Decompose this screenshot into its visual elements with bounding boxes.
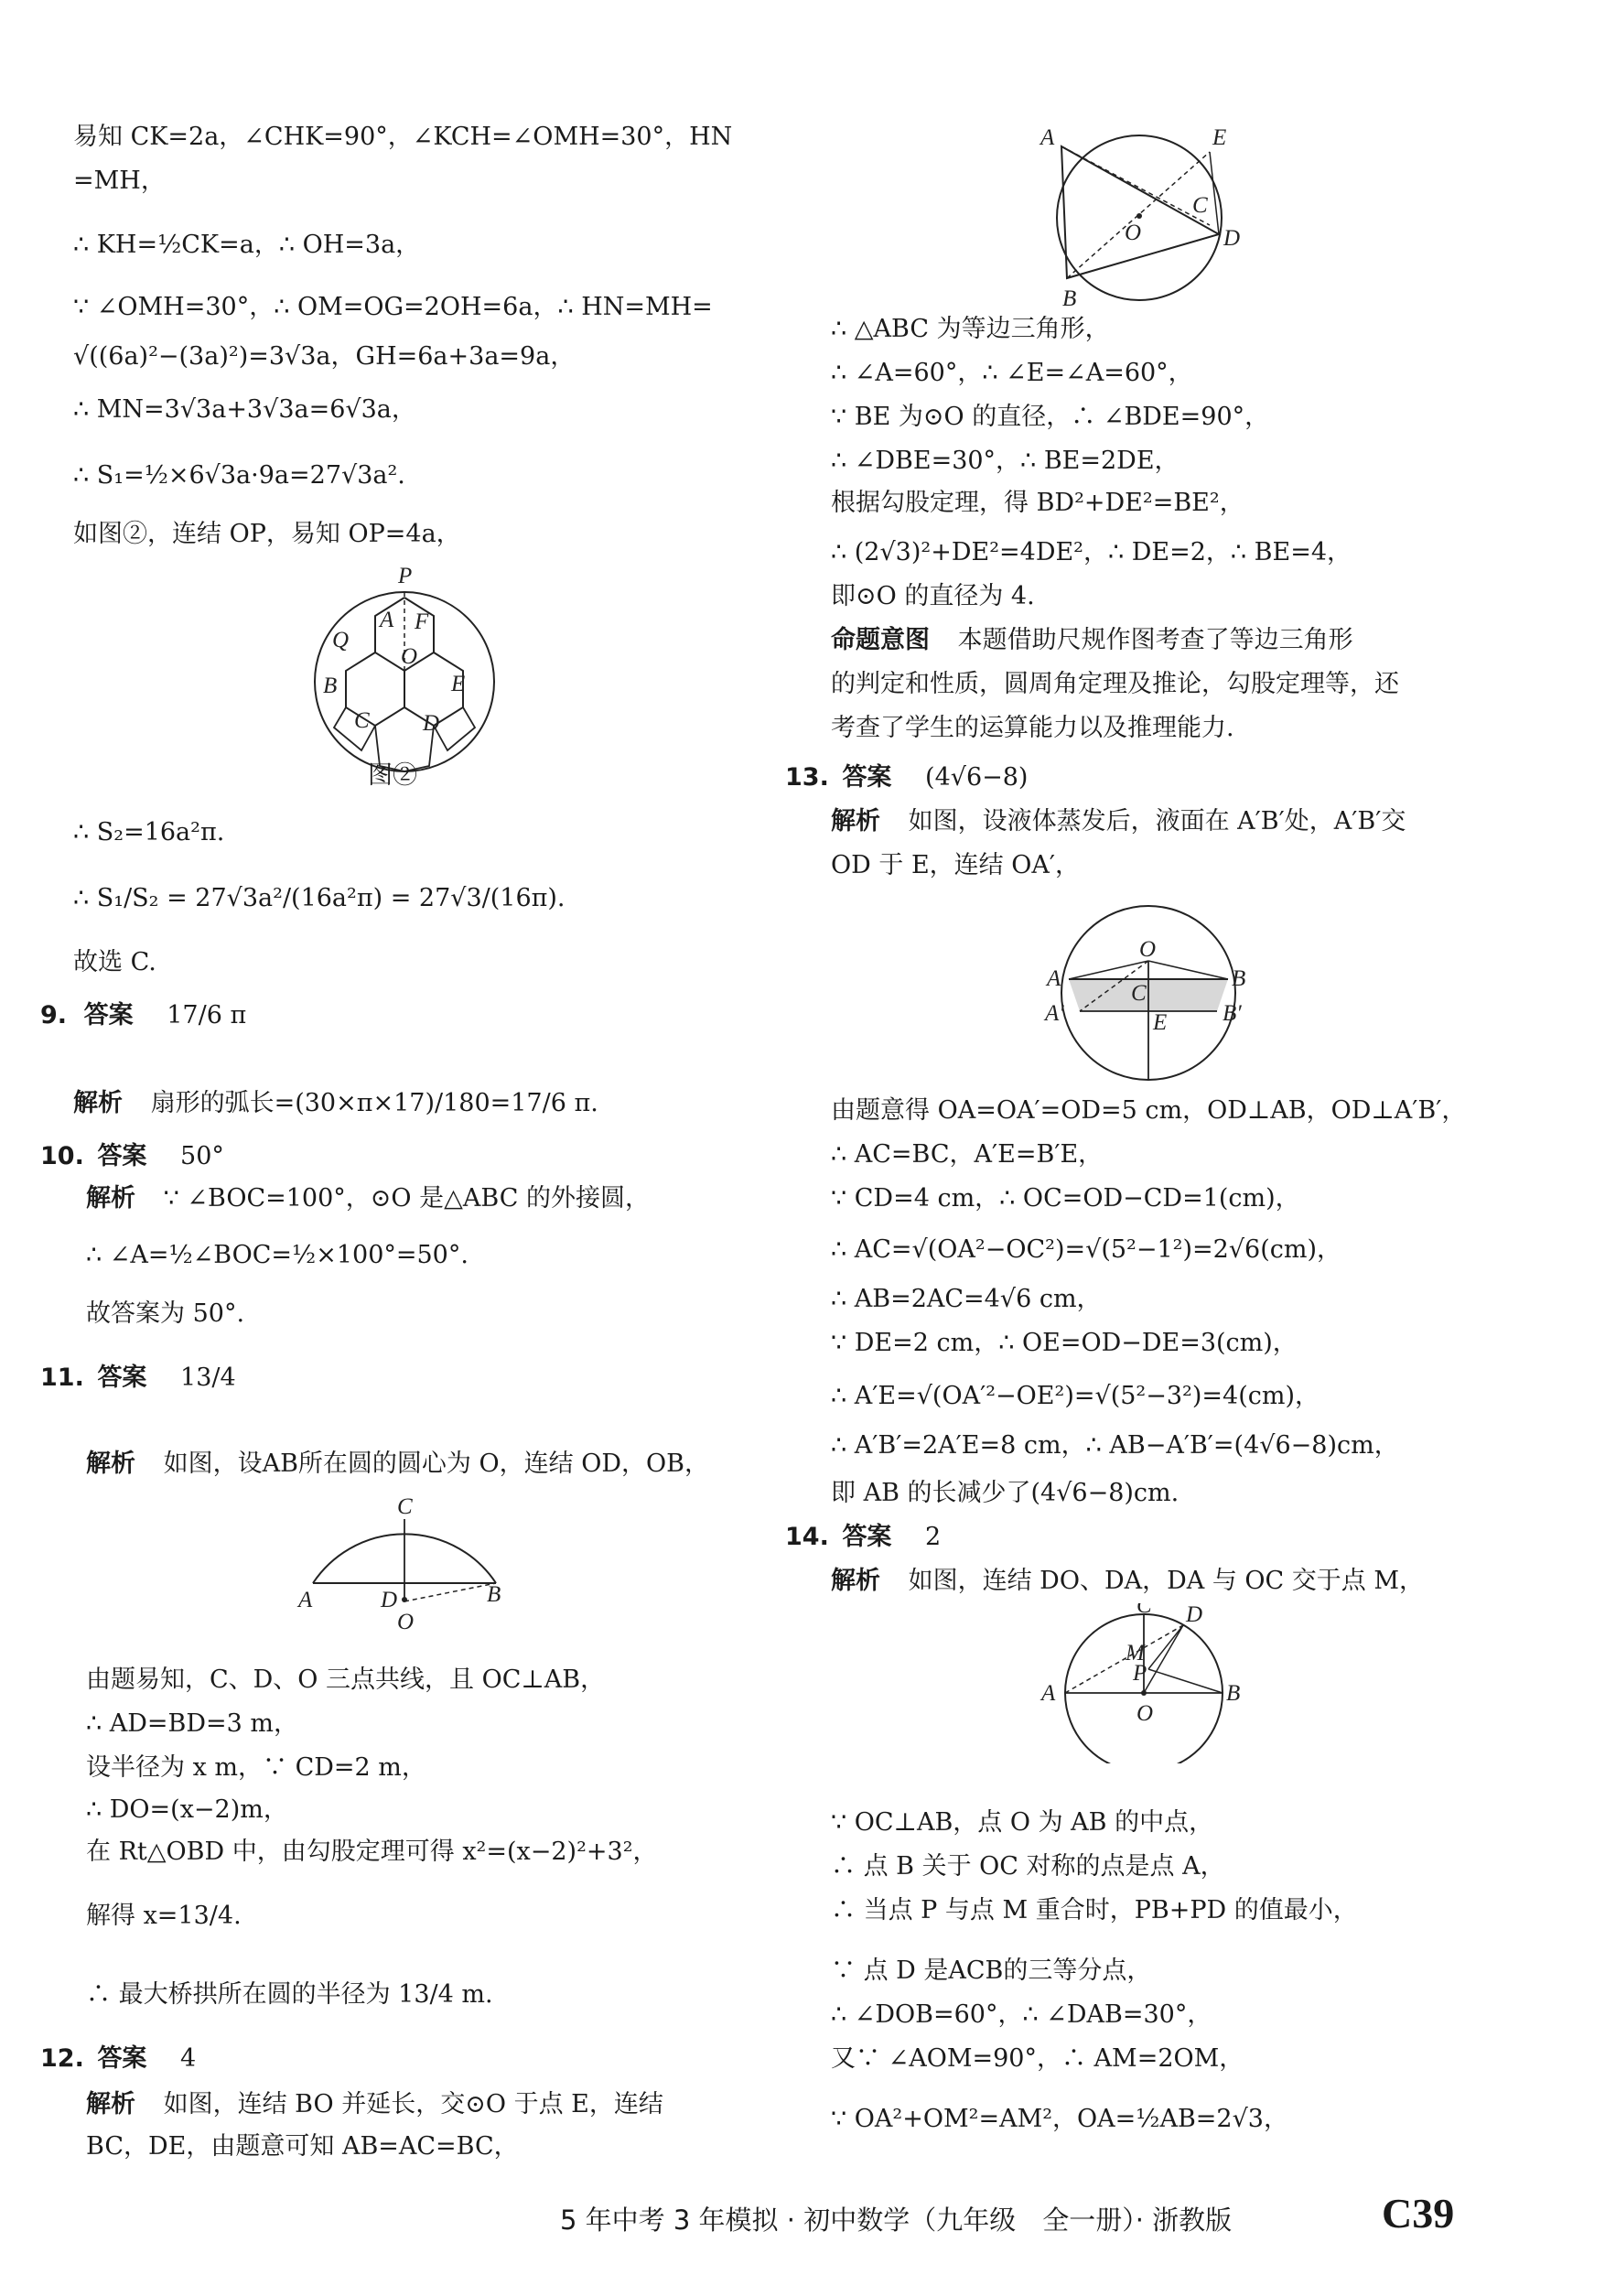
figure-12 <box>1029 117 1267 313</box>
svg-text:C: C <box>1131 981 1147 1006</box>
svg-text:O: O <box>1136 1701 1154 1726</box>
question-9: 9. 答案 17/6 π <box>40 1001 247 1029</box>
analysis-10: 解析 ∵ ∠BOC=100°，⊙O 是△ABC 的外接圆， <box>86 1184 650 1213</box>
svg-text:B: B <box>1062 286 1077 309</box>
text-line: ∴ MN=3√3a+3√3a=6√3a， <box>73 395 416 424</box>
svg-text:D: D <box>423 711 440 736</box>
svg-text:O: O <box>1139 937 1157 962</box>
text-line: ∵ BE 为⊙O 的直径，∴ ∠BDE=90°， <box>831 403 1270 431</box>
svg-text:A: A <box>1041 1681 1056 1706</box>
text-line: ∴ 最大桥拱所在圆的半径为 13/4 m. <box>86 1980 493 2009</box>
text-line: 易知 CK=2a，∠CHK=90°，∠KCH=∠OMH=30°，HN <box>73 123 733 151</box>
text-line: 又∵ ∠AOM=90°，∴ AM=2OM， <box>831 2044 1244 2073</box>
svg-text:D: D <box>1186 1603 1203 1627</box>
svg-text:P: P <box>398 564 413 588</box>
text-line: 即⊙O 的直径为 4. <box>831 582 1035 610</box>
svg-text:A: A <box>1040 125 1055 150</box>
footer-text: 5 年中考 3 年模拟 · 初中数学（九年级 全一册）· 浙教版 <box>560 2204 1233 2236</box>
text-line: ∵ OA²+OM²=AM²，OA=½AB=2√3， <box>831 2105 1288 2133</box>
text-line: ∴ S₁=½×6√3a·9a=27√3a². <box>73 461 405 490</box>
text-line: ∴ AC=√(OA²−OC²)=√(5²−1²)=2√6(cm)， <box>831 1235 1342 1264</box>
text-line: 设半径为 x m，∵ CD=2 m， <box>86 1753 426 1782</box>
text-line: =MH， <box>73 167 166 195</box>
intent-line: 命题意图 本题借助尺规作图考查了等边三角形 <box>831 626 1353 654</box>
svg-text:O: O <box>397 1610 415 1634</box>
text-line: 由题易知，C、D、O 三点共线，且 OC⊥AB， <box>86 1665 606 1694</box>
svg-text:B: B <box>1226 1681 1241 1706</box>
text-line: 由题意得 OA=OA′=OD=5 cm，OD⊥AB，OD⊥A′B′， <box>831 1096 1467 1125</box>
text-line: ∵ CD=4 cm，∴ OC=OD−CD=1(cm)， <box>831 1184 1300 1213</box>
question-12: 12. 答案 4 <box>40 2044 197 2073</box>
question-11: 11. 答案 13/4 <box>40 1364 236 1392</box>
svg-text:E: E <box>1153 1010 1168 1035</box>
text-line: ∴ △ABC 为等边三角形， <box>831 315 1110 343</box>
svg-text:E: E <box>451 672 466 696</box>
analysis-12: 解析 如图，连结 BO 并延长，交⊙O 于点 E，连结 <box>86 2090 663 2118</box>
svg-text:M: M <box>1126 1641 1145 1665</box>
text-line: ∴ A′B′=2A′E=8 cm，∴ AB−A′B′=(4√6−8)cm， <box>831 1431 1399 1460</box>
text-line: ∴ AC=BC，A′E=B′E， <box>831 1140 1104 1169</box>
svg-text:B: B <box>487 1582 501 1607</box>
question-13: 13. 答案 (4√6−8) <box>785 763 1029 792</box>
svg-text:C: C <box>1192 193 1208 218</box>
text-line: OD 于 E，连结 OA′， <box>831 851 1081 879</box>
analysis-11: 解析 如图，设AB所在圆的圆心为 O，连结 OD，OB， <box>86 1450 709 1478</box>
text-line: 根据勾股定理，得 BD²+DE²=BE²， <box>831 489 1244 517</box>
text-line: ∴ AB=2AC=4√6 cm， <box>831 1285 1102 1313</box>
text-line: ∴ DO=(x−2)m， <box>86 1795 288 1824</box>
svg-text:C: C <box>1136 1603 1152 1618</box>
svg-text:B′: B′ <box>1223 1001 1242 1026</box>
text-line: ∴ ∠A=½∠BOC=½×100°=50°. <box>86 1241 469 1269</box>
svg-text:O: O <box>1125 221 1142 245</box>
svg-text:A: A <box>1047 966 1061 991</box>
question-10: 10. 答案 50° <box>40 1142 224 1170</box>
text-line: ∵ ∠OMH=30°，∴ OM=OG=2OH=6a，∴ HN=MH= <box>73 293 713 321</box>
analysis-14: 解析 如图，连结 DO、DA，DA 与 OC 交于点 M， <box>831 1567 1425 1595</box>
text-line: 在 Rt△OBD 中，由勾股定理可得 x²=(x−2)²+3²， <box>86 1838 658 1866</box>
text-line: ∴ 当点 P 与点 M 重合时，PB+PD 的值最小， <box>831 1896 1358 1924</box>
svg-text:D: D <box>1223 226 1241 251</box>
text-line: ∵ 点 D 是ACB的三等分点， <box>831 1956 1152 1985</box>
svg-text:D: D <box>381 1588 398 1612</box>
text-line: ∵ DE=2 cm，∴ OE=OD−DE=3(cm)， <box>831 1329 1298 1357</box>
text-line: ∵ OC⊥AB，点 O 为 AB 的中点， <box>831 1808 1214 1837</box>
svg-text:F: F <box>415 609 429 634</box>
svg-text:A: A <box>298 1588 313 1612</box>
figure-13 <box>1043 892 1263 1093</box>
svg-text:E: E <box>1212 125 1227 150</box>
svg-text:A: A <box>380 608 394 632</box>
svg-text:C: C <box>354 708 370 733</box>
text-line: BC，DE，由题意可知 AB=AC=BC， <box>86 2132 519 2161</box>
text-line: 考查了学生的运算能力以及推理能力. <box>831 714 1234 742</box>
figure-2 <box>297 554 517 786</box>
page-number: C39 <box>1382 2190 1455 2237</box>
analysis-13: 解析 如图，设液体蒸发后，液面在 A′B′处，A′B′交 <box>831 807 1406 835</box>
text-line: ∴ S₁/S₂ = 27√3a²/(16a²π) = 27√3/(16π). <box>73 884 566 912</box>
text-line: ∴ AD=BD=3 m， <box>86 1709 299 1738</box>
figure-11 <box>293 1492 531 1642</box>
figure-caption: 图② <box>368 761 417 790</box>
text-line: 故选 C. <box>73 948 156 976</box>
svg-text:B: B <box>323 674 338 698</box>
text-line: 如图②，连结 OP，易知 OP=4a， <box>73 520 461 548</box>
text-line: 的判定和性质，圆周角定理及推论，勾股定理等，还 <box>831 670 1399 698</box>
figure-14 <box>1034 1603 1263 1767</box>
text-line: ∴ ∠DBE=30°，∴ BE=2DE， <box>831 447 1180 475</box>
text-line: ∴ A′E=√(OA′²−OE²)=√(5²−3²)=4(cm)， <box>831 1382 1320 1410</box>
text-line: ∴ 点 B 关于 OC 对称的点是点 A， <box>831 1852 1225 1881</box>
text-line: ∴ ∠DOB=60°，∴ ∠DAB=30°， <box>831 2000 1212 2029</box>
text-line: ∴ ∠A=60°，∴ ∠E=∠A=60°， <box>831 359 1193 387</box>
text-line: √((6a)²−(3a)²)=3√3a，GH=6a+3a=9a， <box>73 342 576 371</box>
svg-text:D <box>1139 1085 1157 1089</box>
text-line: ∴ S₂=16a²π. <box>73 818 225 846</box>
svg-text:O: O <box>401 644 418 669</box>
svg-text:P: P <box>1133 1661 1147 1686</box>
question-14: 14. 答案 2 <box>785 1523 942 1551</box>
analysis-9: 解析 扇形的弧长=(30×π×17)/180=17/6 π. <box>73 1089 598 1117</box>
svg-text:B: B <box>1232 966 1246 991</box>
text-line: 解得 x=13/4. <box>86 1902 242 1930</box>
svg-text:A′: A′ <box>1045 1001 1064 1026</box>
text-line: 故答案为 50°. <box>86 1299 245 1328</box>
text-line: ∴ (2√3)²+DE²=4DE²，∴ DE=2，∴ BE=4， <box>831 538 1352 566</box>
svg-text:Q: Q <box>332 628 350 652</box>
svg-text:C: C <box>397 1494 413 1519</box>
text-line: ∴ KH=½CK=a，∴ OH=3a， <box>73 231 421 259</box>
text-line: 即 AB 的长减少了(4√6−8)cm. <box>831 1479 1180 1507</box>
